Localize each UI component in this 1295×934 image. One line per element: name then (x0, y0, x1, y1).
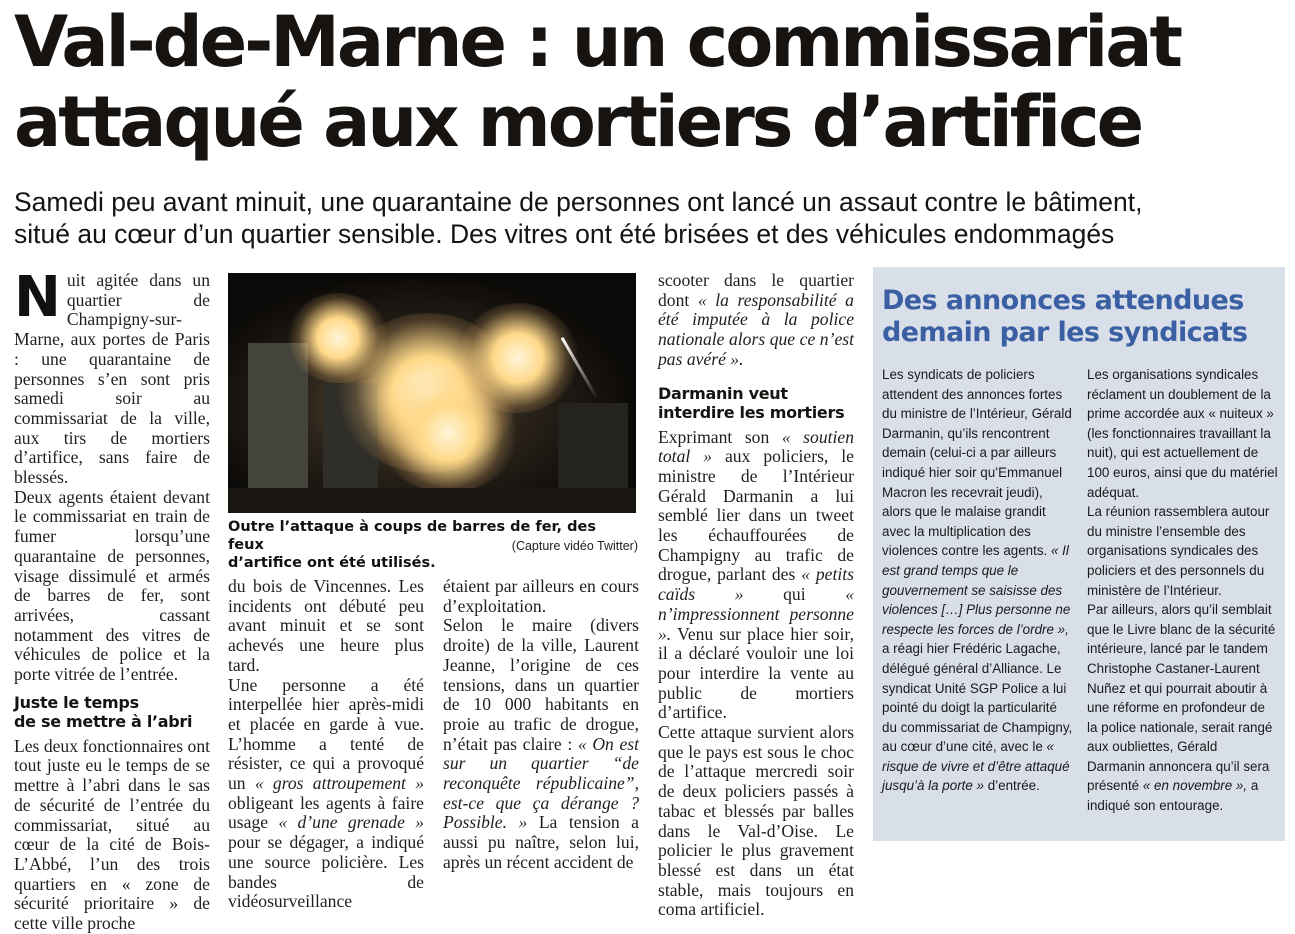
article-column-2 (228, 577, 424, 912)
subhead-line-1: Samedi peu avant minuit, une quarantaine de personnes ont lancé un assaut contre le bâtiment, (14, 187, 1143, 217)
section-heading: Darmanin veut interdire les mortiers (658, 383, 845, 422)
paragraph: du bois de Vincennes. Les incidents ont débuté peu avant minuit et se sont achevés une heure plus tard. (228, 576, 424, 675)
dropcap: N (14, 265, 61, 330)
paragraph: étaient par ailleurs en cours d’exploitation. (443, 576, 639, 616)
article-column-4 (658, 271, 854, 920)
paragraph: Exprimant son « soutien total » aux policiers, le ministre de l’Intérieur Gérald Darmanin a lui semblé lier dans un tweet les échauffourées de Champigny au trafic de drogue, parlant des « petits caïds » qui « n’impressionnent personne ». Venu sur place hier soir, il a déclaré vouloir une loi pour interdire la vente au public de mortiers d’artifice. (658, 426, 854, 723)
sidebar-box (873, 267, 1285, 841)
photo-caption: Outre l’attaque à coups de barres de fer, des feux d’artifice ont été utilisés. (228, 519, 596, 571)
article-column-1 (14, 265, 210, 934)
paragraph: Les deux fonctionnaires ont tout juste eu le temps de se mettre à l’abri dans le sas de sécurité de l’entrée du commissariat, situé au cœur de la cité de Bois-L’Abbé, l’un des trois quartiers en « zone de sécurité prioritaire » de cette ville proche (14, 735, 210, 934)
paragraph: Cette attaque survient alors que le pays est sous le choc de l’attaque mercredi soir de deux policiers passés à tabac et blessés par balles dans le Val-d’Oise. Le policier le plus gravement blessé est dans un état stable, mais toujours en coma artificiel. (658, 722, 854, 920)
sidebar-title: Des annonces attendues demain par les syndicats (882, 285, 1248, 348)
paragraph: Deux agents étaient devant le commissariat en train de fumer lorsqu’une quarantaine de personnes, visage dissimulé et armés de barres de fer, sont arrivées, cassant notamment des vitres de véhicules de police et la porte vitrée de l’entrée. (14, 486, 210, 685)
subheadline (14, 186, 1284, 250)
sidebar-column-2 (1087, 365, 1279, 816)
headline-line-2: attaqué aux mortiers d’artifice (14, 81, 1142, 163)
paragraph-intro: Nuit agitée dans un quartier de Champigny-sur-Marne, aux portes de Paris : une quarantaine de personnes s’en sont pris samedi soir au commissariat de la ville, aux tirs de mortiers d’artifice, sans faire de blessés. (14, 265, 210, 488)
headline (14, 2, 1284, 162)
article-column-3 (443, 577, 639, 873)
paragraph: scooter dans le quartier dont « la responsabilité a été imputée à la police nationale alors que ce n’est pas avéré ». (658, 270, 854, 369)
section-heading: Juste le temps de se mettre à l’abri (14, 692, 193, 731)
subhead-line-2: situé au cœur d’un quartier sensible. Des vitres ont été brisées et des véhicules endommagés (14, 219, 1115, 249)
paragraph: Les syndicats de policiers attendent des annonces fortes du ministre de l’Intérieur, Gérald Darmanin, qu’ils rencontrent demain (celui-ci a par ailleurs indiqué hier soir qu’Emmanuel Macron les recevrait jeudi), alors que le malaise grandit avec la multiplication des violences contre les agents. « Il est grand temps que le gouvernement se saisisse des violences […] Plus personne ne respecte les forces de l’ordre », a réagi hier Frédéric Lagache, délégué général d’Alliance. Le syndicat Unité SGP Police a lui pointé du doigt la particularité du commissariat de Champigny, au cœur d’une cité, avec le « risque de vivre et d’être attaqué jusqu’à la porte » d’entrée. (882, 367, 1073, 794)
paragraph: Une personne a été interpellée hier après-midi et placée en garde à vue. L’homme a tenté de résister, ce qui a provoqué un « gros attroupement » obligeant les agents à faire usage « d’une grenade » pour se dégager, a indiqué une source policière. Les bandes de vidéosurveillance (228, 674, 424, 912)
paragraph: Par ailleurs, alors qu’il semblait que le Livre blanc de la sécurité intérieure, lancé par le tandem Christophe Castaner-Laurent Nuñez et qui pourrait aboutir à une réforme en profondeur de la police nationale, serait rangé aux oubliettes, Gérald Darmanin annoncera qu’il sera présenté « en novembre », a indiqué son entourage. (1087, 602, 1276, 814)
headline-line-1: Val-de-Marne : un commissariat (14, 1, 1181, 83)
sidebar-column-1 (882, 365, 1074, 796)
fireworks-photo (228, 273, 636, 513)
paragraph: La réunion rassemblera autour du ministre l’ensemble des organisations syndicales des policiers et des personnels du ministère de l’Intérieur. (1087, 504, 1270, 598)
photo-credit: (Capture vidéo Twitter) (511, 539, 638, 553)
paragraph: Selon le maire (divers droite) de la ville, Laurent Jeanne, l’origine de ces tensions, dans un quartier de 10 000 habitants en proie au trafic de drogue, n’était pas claire : « On est sur un quartier “de reconquête républicaine”, est-ce que ça dérange ? Possible. » La tension a aussi pu naître, selon lui, après un récent accident de (443, 615, 639, 872)
paragraph: Les organisations syndicales réclament un doublement de la prime accordée aux « nuiteux » (les fonctionnaires travaillant la nuit), qui est actuellement de 100 euros, ainsi que du matériel adéquat. (1087, 367, 1278, 500)
